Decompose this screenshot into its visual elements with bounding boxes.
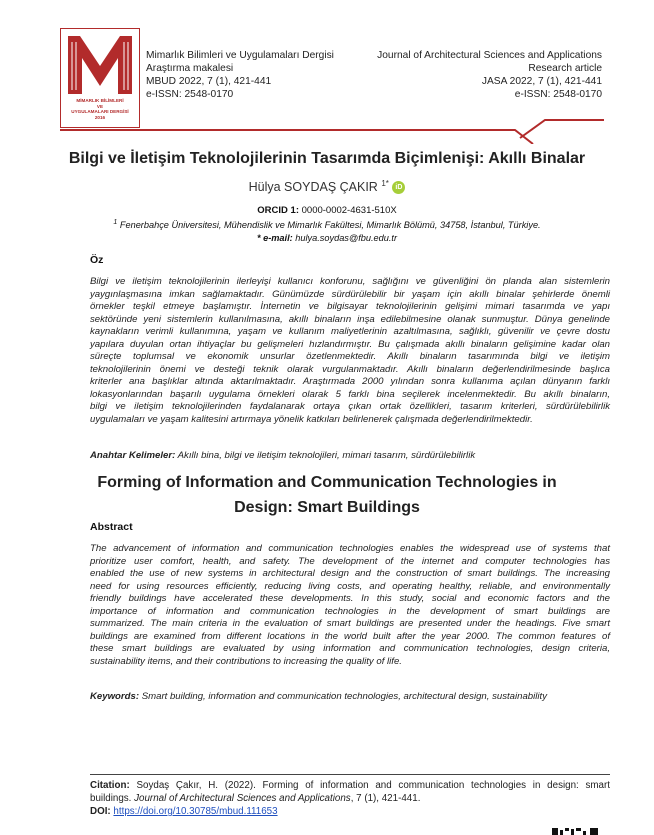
abstract-heading: Abstract [90, 521, 133, 533]
header-rule [0, 112, 654, 144]
oz-line: Bilgi ve iletişim teknolojilerinin ilerleyişi kullanıcı konforunu, sağlığını ve güvenliğini ön planda alan sistemlerin [90, 276, 610, 287]
oz-line: süreçte toplumsal ve ekonomik unsurlar özetlenmektedir. Akıllı binaların tasarımında bilgi ve iletişim [90, 351, 610, 363]
abstract-body [90, 543, 610, 668]
orcid-icon[interactable]: iD [392, 181, 405, 194]
orcid-value: 0000-0002-4631-510X [301, 205, 397, 216]
oz-line: lokasyonlarından başarılı uygulama örnekleri olarak 5 farklı bina seçilerek incelenmektedir. Bu akıllı binaların, [90, 388, 610, 400]
oz-keywords-text: Akıllı bina, bilgi ve iletişim teknolojileri, mimari tasarım, sürdürülebilirlik [177, 450, 476, 461]
abstract-line: summarized. The main criteria in the evaluation of smart buildings are presented under the headings. Five smart [90, 618, 610, 630]
email-value[interactable]: hulya.soydas@fbu.edu.tr [295, 233, 398, 243]
oz-line: sektöründe yeni sistemlerin kullanılmasına, akıllı binaların inşa edilebilmesine olanak sunmuştur. Dünya genelinde [90, 313, 610, 325]
oz-line: kriterler ana başlıklar altında aktarılmaktadır. Araştırmada 2000 yılından sonra kullanıma açılan dünyanın farklı [90, 376, 610, 388]
citation-label: Citation: [90, 780, 130, 791]
abstract-line: need for using resources efficiently, reducing living costs, and operating healthy, reliable, and environmentally [90, 580, 610, 592]
logo-text-line: 2016 [94, 114, 106, 120]
orcid-label: ORCID 1: [257, 205, 299, 216]
qr-code-icon [550, 826, 600, 835]
affiliation-text: Fenerbahçe Üniversitesi, Mühendislik ve Mimarlık Fakültesi, Mimarlık Bölümü, 34758, İstanbul, Türkiye. [119, 220, 541, 231]
volume-en: JASA 2022, 7 (1), 421-441 [481, 76, 602, 87]
citation-text: Soydaş Çakır, H. (2022). Forming of information and communication technologies in design: smart [136, 780, 610, 791]
citation-post: , 7 (1), 421-441. [350, 793, 421, 804]
oz-line: bilgi ve iletişim teknolojilerinden faydalanarak ortaya çıkan ortak özellikleri, tasarım kriterleri, sürdürülebilirlik [90, 401, 610, 413]
oz-line: yaygınlaşmasına imkan sağlamaktadır. Günümüzde sürdürülebilir bir yaşam için akıllı binalar şehirlerde önemli [90, 288, 610, 300]
oz-keywords-label: Anahtar Kelimeler: [90, 450, 176, 461]
affiliation-sup: 1 [113, 219, 118, 226]
issn-en: e-ISSN: 2548-0170 [514, 89, 602, 100]
citation-block [90, 779, 610, 818]
citation-line-2 [90, 792, 610, 805]
email-line [0, 233, 654, 243]
abstract-line: The advancement of information and communication technologies enables the widespread use of systems that [90, 543, 610, 554]
article-type-en: Research article [528, 63, 602, 74]
author-name: Hülya SOYDAŞ ÇAKIR [248, 180, 378, 195]
article-type-tr: Araştırma makalesi [146, 63, 234, 74]
oz-line: yapılara duyulan ortan ihtiyaçlar bu gelişmeleri hızlandırmıştır. Bu çalışmada akıllı binaların gelişimine kadar olan [90, 338, 610, 350]
abstract-line: prioritize user comfort, health, and safety. The development of the internet and computer technologies has [90, 555, 610, 567]
oz-keywords [90, 449, 610, 462]
orcid-line [0, 205, 654, 216]
citation-doi-line [90, 805, 610, 818]
abstract-line: sustainability items, and their contributions to increasing the quality of life. [90, 655, 402, 667]
abstract-keywords [90, 690, 610, 703]
header-left [146, 49, 334, 101]
volume-tr: MBUD 2022, 7 (1), 421-441 [146, 76, 272, 87]
citation-pre: buildings. [90, 793, 132, 804]
citation-journal: Journal of Architectural Sciences and Applications [134, 793, 351, 804]
author-line [0, 179, 654, 194]
issn-tr: e-ISSN: 2548-0170 [146, 89, 234, 100]
oz-line: uygulamaları ve yaşam kalitesini artırmaya yönelik katkıları belirlenerek çalışmada değerlendirilmektedir. [90, 414, 533, 426]
oz-line: teknolojilerinin önemi ve desteği teknik olarak vurgulanmaktadır. Akıllı binaların değerlendirilmesinde başlıca [90, 363, 610, 375]
abstract-line: enabled the use of new systems in architectural design and the construction of smart buildings. The increasing [90, 568, 610, 580]
article-title-en: Forming of Information and Communication Technologies in Design: Smart Buildings [97, 474, 557, 516]
logo-text-line: MİMARLIK BİLİMLERİ [76, 98, 124, 103]
oz-body [90, 276, 610, 427]
oz-line: örnekler teşkil etmeye başlamıştır. İnternetin ve bilgisayar teknolojilerinin gelişimi mimari tasarımda ve yapı [90, 301, 610, 313]
author-sup: 1* [381, 179, 389, 188]
oz-heading: Öz [90, 254, 104, 266]
journal-name-en: Journal of Architectural Sciences and Applications [377, 50, 602, 61]
citation-rule [90, 774, 610, 775]
abstract-line: these smart buildings are evaluated by using information and communication technologies, design criteria, [90, 643, 610, 655]
affiliation [0, 219, 654, 230]
abstract-line: importance of information and communication technologies in the development of smart buildings are [90, 605, 610, 617]
abstract-keywords-text: Smart building, information and communication technologies, architectural design, sustainability [141, 691, 548, 702]
abstract-keywords-label: Keywords: [90, 691, 140, 702]
email-label: * e-mail: [256, 233, 293, 243]
journal-name-tr: Mimarlık Bilimleri ve Uygulamaları Dergisi [146, 50, 334, 61]
abstract-line: friendly buildings have accelerated these developments. In this study, social and economic factors and the [90, 593, 610, 605]
doi-link[interactable]: https://doi.org/10.30785/mbud.111653 [113, 806, 278, 817]
header-right [377, 49, 602, 101]
doi-label: DOI: [90, 806, 111, 817]
oz-line: kaynakların verimli kullanımına, yaşam ve kullanım maliyetlerinin azaltılmasına, sağlıklı, güvenilir ve çevre dostu [90, 326, 610, 338]
abstract-line: buildings are examined from different locations in the world built after the year 2000. The common features of [90, 630, 610, 642]
citation-line-1 [90, 779, 610, 792]
logo-text-line: UYGULAMALARI DERGİSİ [71, 109, 129, 115]
article-title-tr: Bilgi ve İletişim Teknolojilerinin Tasarımda Biçimlenişi: Akıllı Binalar [68, 150, 586, 167]
logo-text-line: VE [96, 103, 104, 109]
